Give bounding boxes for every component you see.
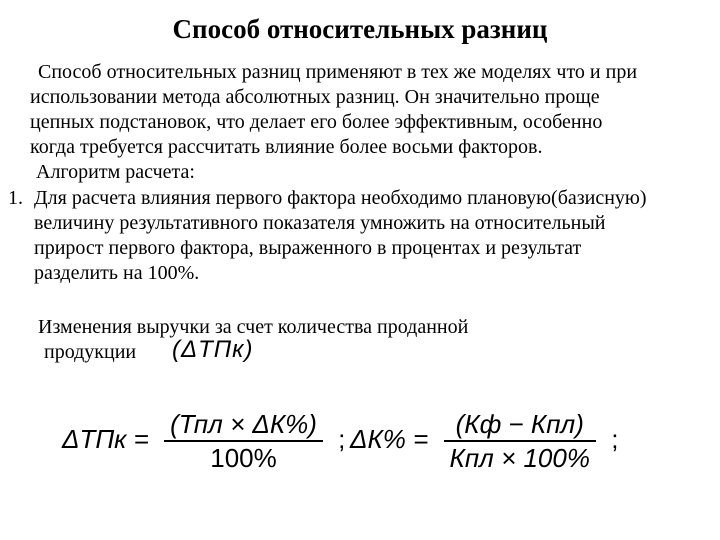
- formula-2-fraction: [444, 408, 596, 474]
- formula-2-numerator: (Кф − Кпл): [455, 409, 584, 439]
- inline-formula: (ΔТПк): [172, 336, 254, 363]
- step-1-text: [34, 186, 718, 286]
- intro-line-2: использовании метода абсолютных разниц. Он значительно проще: [30, 86, 600, 108]
- revenue-change-line-2: продукции: [44, 341, 137, 363]
- step-1-line-1: Для расчета влияния первого фактора необходимо плановую(базисную): [34, 187, 647, 209]
- formula-2-separator: ;: [611, 423, 619, 454]
- intro-paragraph: [30, 60, 715, 160]
- formula-2-denominator: Кпл × 100%: [449, 443, 590, 473]
- formula-delta-k-percent: [350, 408, 618, 474]
- formula-delta-tpk: [62, 408, 345, 474]
- algorithm-label: Алгоритм расчета:: [36, 161, 195, 183]
- intro-line-3: цепных подстановок, что делает его более эффективным, особенно: [30, 111, 603, 133]
- formula-1-numerator: (Тпл × ΔК%): [170, 409, 317, 439]
- revenue-change-line-1: Изменения выручки за счет количества проданной: [38, 316, 469, 338]
- formula-1-separator: ;: [338, 423, 346, 454]
- formula-1-denominator: 100%: [210, 443, 277, 473]
- slide-title: Способ относительных разниц: [172, 14, 548, 44]
- step-1-line-4: разделить на 100%.: [34, 262, 200, 284]
- step-1-line-2: величину результативного показателя умножить на относительный: [34, 212, 606, 234]
- step-1-number: 1.: [8, 187, 23, 209]
- intro-line-1: Способ относительных разниц применяют в тех же моделях что и при: [38, 61, 638, 83]
- step-1-line-3: прирост первого фактора, выраженного в процентах и результат: [34, 237, 582, 259]
- formula-1-fraction: [164, 408, 323, 474]
- formula-1-lhs: ΔТПк =: [62, 423, 149, 454]
- formula-2-lhs: ΔК% =: [350, 423, 429, 454]
- intro-line-4: когда требуется рассчитать влияние более восьми факторов.: [30, 136, 543, 158]
